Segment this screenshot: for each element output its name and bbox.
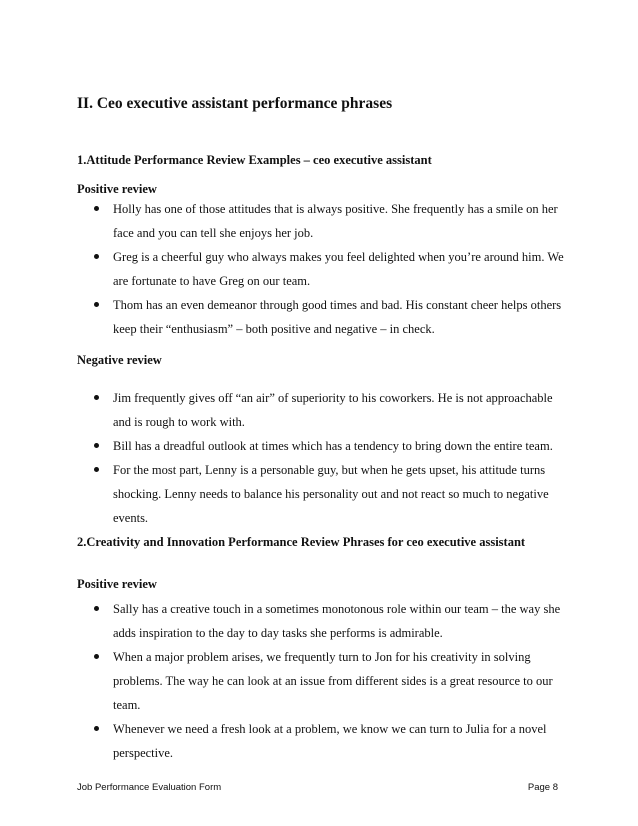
section-title-creativity: 2.Creativity and Innovation Performance Review Phrases for ceo executive assistant xyxy=(77,535,526,549)
list-item: Sally has a creative touch in a sometimes monotonous role within our team – the way she adds inspiration to the day to day tasks she performs is admirable. xyxy=(77,597,567,645)
bullet-icon xyxy=(94,606,99,611)
bullet-icon xyxy=(94,254,99,259)
bullet-icon xyxy=(94,302,99,307)
list-item: For the most part, Lenny is a personable guy, but when he gets upset, his attitude turns shocking. Lenny needs to balance his personality out and not react so much to negative events. xyxy=(77,458,567,530)
bullet-list-attitude-positive xyxy=(77,197,567,341)
footer-form-name: Job Performance Evaluation Form xyxy=(77,782,222,793)
subsection-label-positive: Positive review xyxy=(77,577,157,591)
footer-page-number: Page 8 xyxy=(527,782,558,793)
subsection-label-positive: Positive review xyxy=(77,182,157,196)
list-item: Thom has an even demeanor through good times and bad. His constant cheer helps others keep their “enthusiasm” – both positive and negative – in check. xyxy=(77,293,567,341)
subsection-label-negative: Negative review xyxy=(77,353,162,367)
list-item: When a major problem arises, we frequently turn to Jon for his creativity in solving problems. The way he can look at an issue from different sides is a great resource to our team. xyxy=(77,645,567,717)
bullet-icon xyxy=(94,443,99,448)
page-heading: II. Ceo executive assistant performance phrases xyxy=(77,95,393,112)
bullet-icon xyxy=(94,395,99,400)
list-item: Holly has one of those attitudes that is always positive. She frequently has a smile on her face and you can tell she enjoys her job. xyxy=(77,197,567,245)
bullet-icon xyxy=(94,654,99,659)
section-title-attitude: 1.Attitude Performance Review Examples – ceo executive assistant xyxy=(77,153,432,167)
list-item: Greg is a cheerful guy who always makes you feel delighted when you’re around him. We are fortunate to have Greg on our team. xyxy=(77,245,567,293)
list-item: Jim frequently gives off “an air” of superiority to his coworkers. He is not approachable and is rough to work with. xyxy=(77,386,567,434)
bullet-list-attitude-negative xyxy=(77,386,567,530)
list-item: Bill has a dreadful outlook at times which has a tendency to bring down the entire team. xyxy=(77,434,567,458)
bullet-icon xyxy=(94,726,99,731)
bullet-list-creativity-positive xyxy=(77,597,567,765)
bullet-icon xyxy=(94,467,99,472)
bullet-icon xyxy=(94,206,99,211)
list-item: Whenever we need a fresh look at a problem, we know we can turn to Julia for a novel perspective. xyxy=(77,717,567,765)
